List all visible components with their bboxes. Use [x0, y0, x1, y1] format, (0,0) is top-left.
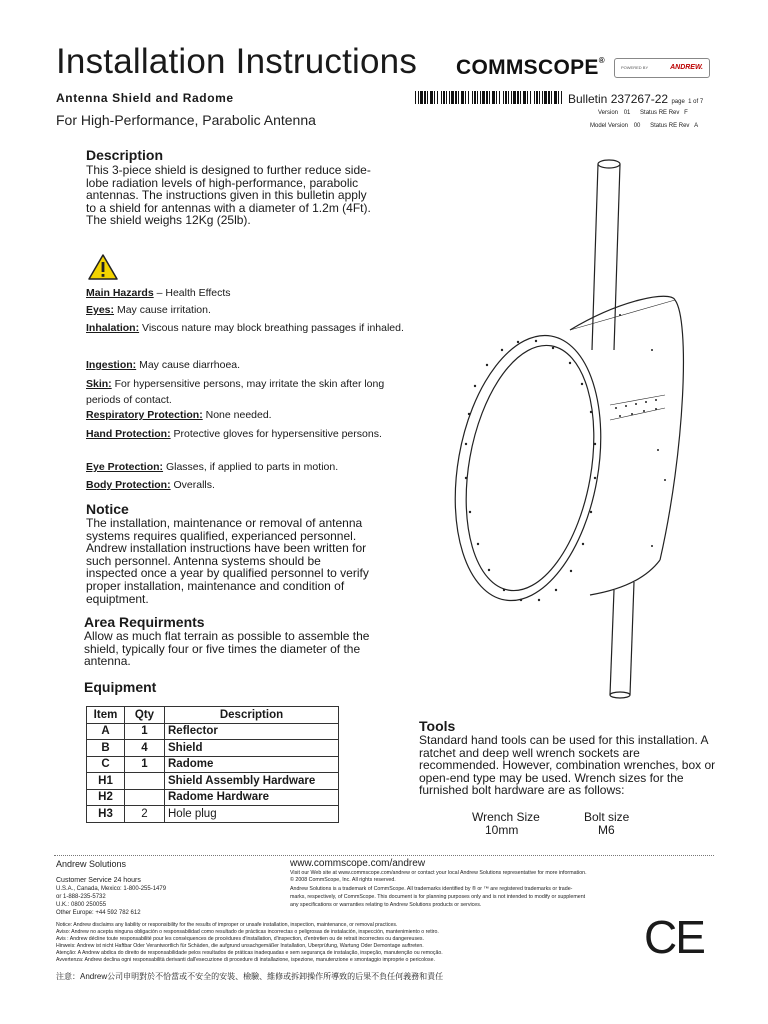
- model-version-value: 00: [633, 123, 641, 129]
- qty-cell: 1: [125, 723, 165, 740]
- hazard-label: Hand Protection:: [86, 428, 171, 440]
- barcode-bar: [441, 91, 442, 104]
- column-header-qty: Qty: [125, 707, 165, 724]
- footer-legal-2: © 2008 CommScope, Inc. All rights reserved.: [290, 877, 396, 883]
- hazard-text: Protective gloves for hypersensitive persons.: [170, 428, 382, 440]
- status-label: Status RE Rev: [640, 110, 680, 116]
- hazard-label: Eyes:: [86, 304, 115, 316]
- table-row: [87, 773, 339, 790]
- bulletin-info: [568, 92, 703, 106]
- column-header-description: Description: [165, 707, 339, 724]
- document-subtitle: Antenna Shield and Radome: [56, 91, 234, 105]
- barcode-bar: [554, 91, 557, 104]
- barcode-bar: [437, 91, 438, 104]
- barcode-bar: [548, 91, 550, 104]
- barcode-bar: [427, 91, 428, 104]
- page-value: 1 of 7: [688, 99, 704, 105]
- description-cell: Shield: [165, 740, 339, 757]
- status2-label: Status RE Rev: [650, 123, 690, 129]
- hazard-hand: [86, 426, 404, 442]
- item-cell: H3: [87, 806, 125, 823]
- hazard-main: [86, 285, 404, 301]
- hazard-label: Eye Protection:: [86, 461, 164, 473]
- bulletin-number: 237267-22: [610, 92, 669, 106]
- hazard-text: Glasses, if applied to parts in motion.: [163, 461, 339, 473]
- wrench-size-value: 10mm: [485, 823, 519, 837]
- hazard-respiratory: [86, 407, 404, 423]
- qty-cell: [125, 773, 165, 790]
- hazard-eye-protection: [86, 459, 404, 475]
- qty-cell: 4: [125, 740, 165, 757]
- wrench-size-label: Wrench Size: [472, 810, 540, 824]
- page-label: page: [671, 99, 685, 105]
- bulletin-label: Bulletin: [568, 92, 608, 106]
- description-text: This 3-piece shield is designed to further reduce side-lobe radiation levels of high-performance, parabolic antennas. The instructions given in this bulletin apply to a shield for antennas with a diameter of 1.2m (4Ft). The shield weighs 12Kg (25lb).: [86, 163, 371, 228]
- item-cell: H2: [87, 789, 125, 806]
- description-cell: Reflector: [165, 723, 339, 740]
- barcode-bar: [451, 91, 454, 104]
- hazard-text: May cause irritation.: [114, 304, 211, 316]
- disclaimer-zh: 注意：Andrew公司申明對於不恰當或不安全的安裝、檢驗、維修或拆卸操作所導致的后果不負任何義務和責任: [56, 972, 444, 981]
- barcode-bar: [477, 91, 478, 104]
- tools-text: Standard hand tools can be used for this installation. A ratchet and deep well wrench sockets are recommended. However, combination wrenches, box or open-end type may be used. Wrench sizes for the furnished bolt hardware are as follows:: [419, 733, 716, 798]
- table-row: [87, 789, 339, 806]
- hazard-label: Respiratory Protection:: [86, 409, 203, 421]
- barcode-bar: [539, 91, 540, 104]
- version-value: 01: [623, 110, 631, 116]
- andrew-logo: ANDREW.: [670, 64, 703, 71]
- disclaimer-en: Notice: Andrew disclaims any liability or responsibility for the results of improper or unsafe installation, inspection, maintenance, or removal practices.: [56, 922, 398, 928]
- version-label: Version: [598, 110, 619, 116]
- barcode-bar: [424, 91, 426, 104]
- barcode-bar: [458, 91, 459, 104]
- footer-legal-4: marks, respectively, of CommScope. This document is for planning purposes only and is not intended to modify or supplement: [290, 894, 586, 900]
- antenna-shield-illustration: [420, 150, 720, 710]
- column-header-item: Item: [87, 707, 125, 724]
- disclaimer-pt: Atenção: A Andrew abdica do direito de responsabilidade pelos resultados de práticas inadequadas e sem segurança de instalação, inspeção, manutenção ou remoção.: [56, 950, 443, 956]
- hazard-label: Body Protection:: [86, 479, 171, 491]
- document-subtitle-secondary: For High-Performance, Parabolic Antenna: [56, 112, 316, 128]
- footer-legal-1: Visit our Web site at www.commscope.com/andrew or contact your local Andrew Solutions representative for more information.: [290, 870, 587, 876]
- hazard-text: For hypersensitive persons, may irritate the skin after long periods of contact.: [86, 378, 385, 406]
- logo-text: COMMSCOPE: [456, 56, 599, 79]
- hazard-text: – Health Effects: [153, 287, 231, 299]
- barcode-bar: [418, 91, 419, 104]
- bolt-size-label: Bolt size: [584, 810, 630, 824]
- barcode-bar: [558, 91, 559, 104]
- table-row: [87, 806, 339, 823]
- barcode-bar: [551, 91, 552, 104]
- disclaimer-fr: Avis : Andrew décline toute responsabilité pour les conséquences de procédures d'installation, d'inspection, d'entretien ou de retrait incorrectes ou dangereuses.: [56, 936, 424, 942]
- barcode-bar: [505, 91, 507, 104]
- commscope-logo: [456, 56, 605, 80]
- tools-heading: Tools: [419, 718, 456, 734]
- page-title: Installation Instructions: [56, 42, 418, 81]
- barcode-bar: [530, 91, 531, 104]
- table-row: [87, 756, 339, 773]
- area-text: Allow as much flat terrain as possible to assemble the shield, typically four or five times the diameter of the antenna.: [84, 629, 370, 669]
- item-cell: A: [87, 723, 125, 740]
- ce-mark-icon: CE: [644, 911, 704, 963]
- barcode-bar: [513, 91, 516, 104]
- barcode-bar: [434, 91, 435, 104]
- powered-by-andrew-badge: [614, 58, 710, 78]
- description-cell: Hole plug: [165, 806, 339, 823]
- footer-legal-5: any specifications or warranties relating to Andrew Solutions products or services.: [290, 902, 482, 908]
- disclaimer-es: Aviso: Andrew no acepta ninguna obligación o responsabilidad como resultado de prácticas incorrectas o peligrosas de instalación, inspección, mantenimiento o retiro.: [56, 929, 439, 935]
- bolt-size-value: M6: [598, 823, 615, 837]
- barcode-bar: [511, 91, 512, 104]
- notice-text: The installation, maintenance or removal of antenna systems requires qualified, experianced personnel. Andrew installation instructions have been written for such personnel. Antenna systems should be inspected once a year by qualified personnel to verify proper installation, maintenance and condition of equiptment.: [86, 516, 369, 606]
- footer-legal-3: Andrew Solutions is a trademark of CommScope. All trademarks identified by ® or ™ are registered trademarks or trade-: [290, 886, 573, 892]
- footer-phone-us-alt: or 1-888-235-5732: [56, 894, 106, 900]
- item-cell: B: [87, 740, 125, 757]
- barcode-bar: [496, 91, 497, 104]
- barcode-bar: [508, 91, 509, 104]
- disclaimer-de: Hinweis: Andrew ist nicht Haftbar Oder Verantwortlich für Schäden, die aufgrund unsachgemäßer Installation, Überprüfung, Wartung Oder Demontage auftreten.: [56, 943, 424, 949]
- hazard-label: Skin:: [86, 378, 112, 390]
- hazard-body: [86, 477, 404, 493]
- barcode-bar: [480, 91, 481, 104]
- footer-phone-uk: U.K.: 0800 250055: [56, 902, 107, 908]
- model-version-row: [590, 123, 698, 129]
- item-cell: C: [87, 756, 125, 773]
- hazard-text: Overalls.: [170, 479, 215, 491]
- footer-phone-us: U.S.A., Canada, Mexico: 1-800-255-1479: [56, 886, 167, 892]
- barcode-bar: [544, 91, 547, 104]
- hazard-ingestion: [86, 357, 404, 373]
- barcode-bar: [517, 91, 519, 104]
- barcode-bar: [561, 91, 562, 104]
- qty-cell: 2: [125, 806, 165, 823]
- logo-registered-mark: ®: [598, 56, 605, 65]
- barcode-bar: [455, 91, 457, 104]
- footer-divider: [54, 855, 714, 856]
- description-heading: Description: [86, 147, 164, 163]
- version-row: [598, 110, 688, 116]
- barcode-bar: [503, 91, 504, 104]
- barcode-bar: [486, 91, 488, 104]
- footer-service: Customer Service 24 hours: [56, 877, 141, 884]
- barcode-bar: [489, 91, 490, 104]
- hazard-label: Inhalation:: [86, 322, 140, 334]
- barcode-bar: [499, 91, 500, 104]
- barcode-bar: [443, 91, 445, 104]
- hazard-text: Viscous nature may block breathing passages if inhaled.: [139, 322, 404, 334]
- equipment-table: [86, 706, 339, 823]
- description-cell: Radome Hardware: [165, 789, 339, 806]
- footer-phone-europe: Other Europe: +44 592 782 612: [56, 910, 141, 916]
- status2-value: A: [694, 123, 699, 129]
- description-cell: Radome: [165, 756, 339, 773]
- hazard-label: Main Hazards: [86, 287, 154, 299]
- barcode-bar: [430, 91, 433, 104]
- barcode-bar: [468, 91, 469, 104]
- barcode-bar: [534, 91, 535, 104]
- hazard-text: None needed.: [202, 409, 272, 421]
- barcode: [415, 91, 563, 104]
- description-cell: Shield Assembly Hardware: [165, 773, 339, 790]
- notice-heading: Notice: [86, 501, 129, 517]
- footer-company: Andrew Solutions: [56, 859, 127, 869]
- equipment-heading: Equipment: [84, 679, 157, 695]
- qty-cell: [125, 789, 165, 806]
- barcode-bar: [536, 91, 538, 104]
- barcode-bar: [472, 91, 473, 104]
- barcode-bar: [527, 91, 528, 104]
- barcode-bar: [474, 91, 476, 104]
- barcode-bar: [492, 91, 495, 104]
- table-row: [87, 723, 339, 740]
- status-value: F: [684, 110, 688, 116]
- table-row: [87, 740, 339, 757]
- hazard-skin: [86, 376, 404, 408]
- barcode-bar: [482, 91, 485, 104]
- barcode-bar: [523, 91, 526, 104]
- hazard-eyes: [86, 302, 404, 318]
- barcode-bar: [465, 91, 466, 104]
- barcode-bar: [449, 91, 450, 104]
- disclaimer-it: Avvertenza: Andrew declina ogni responsabilità derivanti dall'esecuzione di procedure di installazione, ispezione, manutenzione e smontaggio improprie o pericolose.: [56, 957, 435, 963]
- area-heading: Area Requirments: [84, 614, 205, 630]
- hazard-label: Ingestion:: [86, 359, 137, 371]
- model-version-label: Model Version: [590, 123, 629, 129]
- warning-icon: [87, 253, 119, 281]
- barcode-bar: [461, 91, 464, 104]
- hazard-inhalation: [86, 320, 404, 336]
- barcode-bar: [446, 91, 447, 104]
- barcode-bar: [420, 91, 423, 104]
- table-header-row: [87, 707, 339, 724]
- item-cell: H1: [87, 773, 125, 790]
- powered-by-label: POWERED BY: [621, 65, 649, 70]
- barcode-bar: [415, 91, 416, 104]
- barcode-bar: [542, 91, 543, 104]
- hazard-text: May cause diarrhoea.: [136, 359, 241, 371]
- qty-cell: 1: [125, 756, 165, 773]
- barcode-bar: [520, 91, 521, 104]
- footer-website[interactable]: www.commscope.com/andrew: [290, 858, 426, 869]
